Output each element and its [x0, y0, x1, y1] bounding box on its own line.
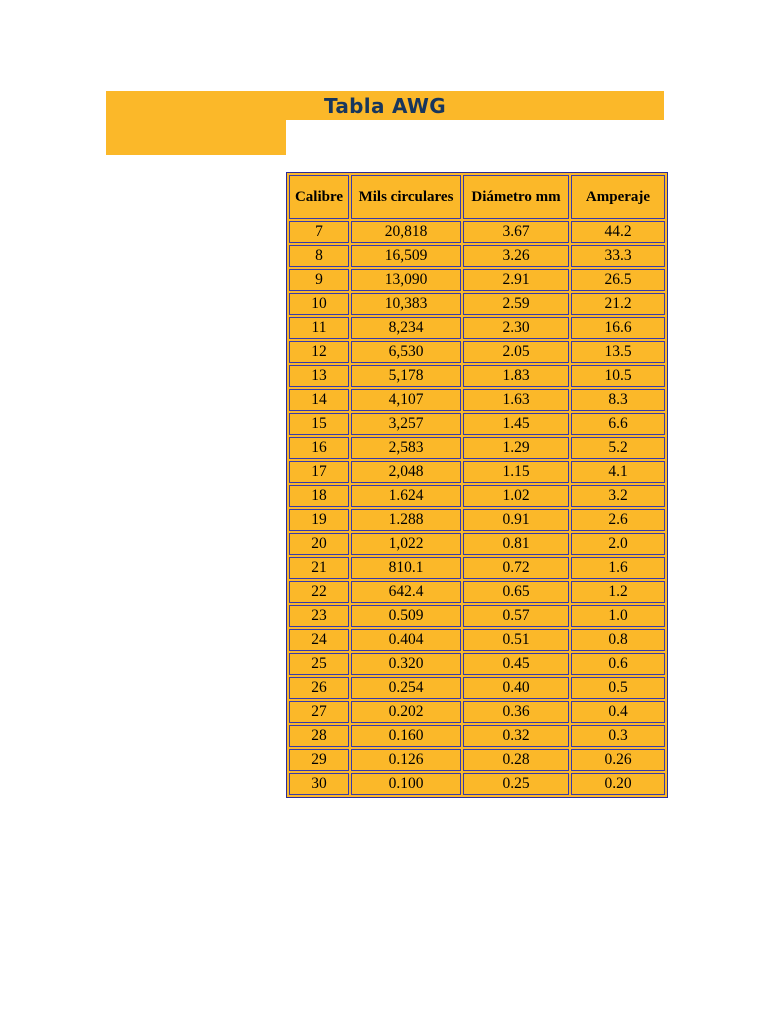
cell-diametro-mm: 3.26	[463, 245, 569, 267]
table-row	[289, 461, 665, 483]
cell-mils-circulares: 0.126	[351, 749, 461, 771]
cell-amperaje: 1.2	[571, 581, 665, 603]
table-row	[289, 389, 665, 411]
cell-mils-circulares: 1.624	[351, 485, 461, 507]
cell-amperaje: 6.6	[571, 413, 665, 435]
table-row	[289, 485, 665, 507]
cell-calibre: 13	[289, 365, 349, 387]
table-header	[289, 175, 665, 219]
cell-diametro-mm: 2.30	[463, 317, 569, 339]
cell-amperaje: 16.6	[571, 317, 665, 339]
cell-mils-circulares: 0.254	[351, 677, 461, 699]
table-row	[289, 245, 665, 267]
cell-mils-circulares: 2,048	[351, 461, 461, 483]
cell-amperaje: 0.8	[571, 629, 665, 651]
cell-diametro-mm: 2.91	[463, 269, 569, 291]
cell-amperaje: 26.5	[571, 269, 665, 291]
table-body	[289, 221, 665, 795]
cell-diametro-mm: 0.51	[463, 629, 569, 651]
cell-diametro-mm: 0.25	[463, 773, 569, 795]
table-row	[289, 365, 665, 387]
cell-calibre: 18	[289, 485, 349, 507]
page-title: Tabla AWG	[324, 94, 446, 118]
cell-amperaje: 8.3	[571, 389, 665, 411]
table-row	[289, 749, 665, 771]
table-row	[289, 533, 665, 555]
cell-mils-circulares: 0.404	[351, 629, 461, 651]
cell-amperaje: 0.6	[571, 653, 665, 675]
table-row	[289, 677, 665, 699]
cell-mils-circulares: 1.288	[351, 509, 461, 531]
cell-amperaje: 44.2	[571, 221, 665, 243]
cell-mils-circulares: 3,257	[351, 413, 461, 435]
cell-mils-circulares: 810.1	[351, 557, 461, 579]
cell-diametro-mm: 2.05	[463, 341, 569, 363]
cell-amperaje: 0.3	[571, 725, 665, 747]
cell-amperaje: 5.2	[571, 437, 665, 459]
cell-calibre: 11	[289, 317, 349, 339]
title-tab-decoration	[106, 120, 286, 155]
table-row	[289, 725, 665, 747]
cell-calibre: 12	[289, 341, 349, 363]
table-row	[289, 341, 665, 363]
cell-diametro-mm: 1.83	[463, 365, 569, 387]
header-row	[289, 175, 665, 219]
cell-amperaje: 21.2	[571, 293, 665, 315]
cell-diametro-mm: 1.02	[463, 485, 569, 507]
cell-mils-circulares: 1,022	[351, 533, 461, 555]
cell-calibre: 14	[289, 389, 349, 411]
cell-mils-circulares: 0.202	[351, 701, 461, 723]
cell-diametro-mm: 0.81	[463, 533, 569, 555]
cell-mils-circulares: 0.100	[351, 773, 461, 795]
cell-amperaje: 0.5	[571, 677, 665, 699]
cell-amperaje: 3.2	[571, 485, 665, 507]
table-row	[289, 653, 665, 675]
cell-diametro-mm: 0.40	[463, 677, 569, 699]
cell-calibre: 17	[289, 461, 349, 483]
table-row	[289, 221, 665, 243]
cell-calibre: 7	[289, 221, 349, 243]
cell-calibre: 19	[289, 509, 349, 531]
table-row	[289, 629, 665, 651]
cell-calibre: 22	[289, 581, 349, 603]
header-amperaje: Amperaje	[571, 175, 665, 219]
header-mils-circulares: Mils circulares	[351, 175, 461, 219]
cell-amperaje: 13.5	[571, 341, 665, 363]
table-row	[289, 581, 665, 603]
cell-calibre: 9	[289, 269, 349, 291]
cell-diametro-mm: 0.36	[463, 701, 569, 723]
cell-diametro-mm: 0.32	[463, 725, 569, 747]
cell-diametro-mm: 0.45	[463, 653, 569, 675]
table-row	[289, 437, 665, 459]
cell-amperaje: 2.0	[571, 533, 665, 555]
table-row	[289, 413, 665, 435]
title-bar	[106, 91, 664, 120]
table-row	[289, 557, 665, 579]
header-diametro-mm: Diámetro mm	[463, 175, 569, 219]
cell-diametro-mm: 0.57	[463, 605, 569, 627]
cell-mils-circulares: 10,383	[351, 293, 461, 315]
cell-diametro-mm: 1.45	[463, 413, 569, 435]
table-row	[289, 509, 665, 531]
cell-amperaje: 0.4	[571, 701, 665, 723]
cell-mils-circulares: 642.4	[351, 581, 461, 603]
cell-diametro-mm: 3.67	[463, 221, 569, 243]
cell-mils-circulares: 16,509	[351, 245, 461, 267]
cell-calibre: 10	[289, 293, 349, 315]
table-row	[289, 317, 665, 339]
header-calibre: Calibre	[289, 175, 349, 219]
cell-calibre: 30	[289, 773, 349, 795]
cell-mils-circulares: 8,234	[351, 317, 461, 339]
cell-calibre: 20	[289, 533, 349, 555]
cell-diametro-mm: 0.72	[463, 557, 569, 579]
cell-calibre: 21	[289, 557, 349, 579]
cell-amperaje: 1.6	[571, 557, 665, 579]
cell-calibre: 28	[289, 725, 349, 747]
cell-calibre: 8	[289, 245, 349, 267]
cell-calibre: 25	[289, 653, 349, 675]
awg-table	[286, 172, 668, 798]
cell-mils-circulares: 5,178	[351, 365, 461, 387]
cell-calibre: 15	[289, 413, 349, 435]
cell-diametro-mm: 1.63	[463, 389, 569, 411]
cell-calibre: 24	[289, 629, 349, 651]
cell-mils-circulares: 0.509	[351, 605, 461, 627]
cell-mils-circulares: 13,090	[351, 269, 461, 291]
cell-mils-circulares: 6,530	[351, 341, 461, 363]
table-row	[289, 773, 665, 795]
cell-calibre: 27	[289, 701, 349, 723]
table-row	[289, 605, 665, 627]
cell-mils-circulares: 0.160	[351, 725, 461, 747]
cell-diametro-mm: 0.65	[463, 581, 569, 603]
table-row	[289, 269, 665, 291]
cell-calibre: 26	[289, 677, 349, 699]
cell-diametro-mm: 1.29	[463, 437, 569, 459]
cell-mils-circulares: 2,583	[351, 437, 461, 459]
cell-amperaje: 33.3	[571, 245, 665, 267]
table-row	[289, 701, 665, 723]
cell-amperaje: 4.1	[571, 461, 665, 483]
cell-diametro-mm: 1.15	[463, 461, 569, 483]
cell-amperaje: 2.6	[571, 509, 665, 531]
cell-diametro-mm: 0.28	[463, 749, 569, 771]
cell-calibre: 23	[289, 605, 349, 627]
cell-mils-circulares: 0.320	[351, 653, 461, 675]
cell-amperaje: 0.26	[571, 749, 665, 771]
cell-mils-circulares: 20,818	[351, 221, 461, 243]
cell-amperaje: 1.0	[571, 605, 665, 627]
cell-calibre: 29	[289, 749, 349, 771]
cell-calibre: 16	[289, 437, 349, 459]
cell-amperaje: 10.5	[571, 365, 665, 387]
table-row	[289, 293, 665, 315]
cell-diametro-mm: 2.59	[463, 293, 569, 315]
cell-mils-circulares: 4,107	[351, 389, 461, 411]
cell-amperaje: 0.20	[571, 773, 665, 795]
cell-diametro-mm: 0.91	[463, 509, 569, 531]
